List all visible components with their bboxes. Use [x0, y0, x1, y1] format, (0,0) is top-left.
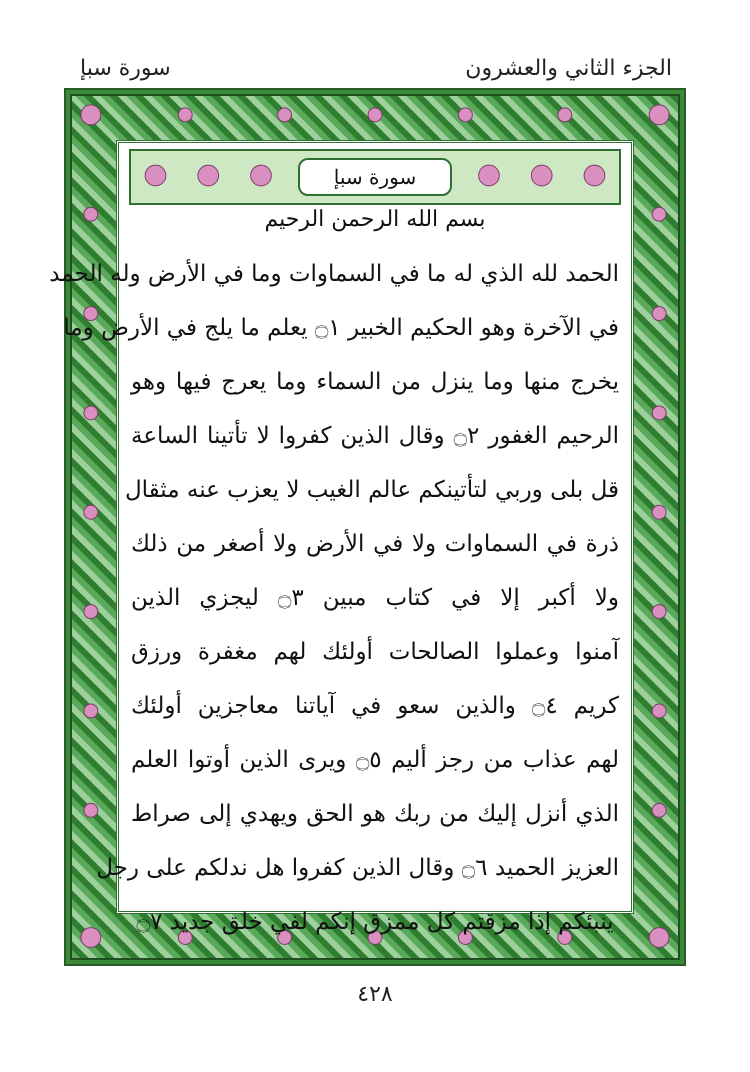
text-area [49, 140, 634, 935]
text-line: الذي أنزل إليك من ربك هو الحق ويهدي إلى صراط [131, 801, 619, 827]
text-line: الرحيم الغفور ۝٢ وقال الذين كفروا لا تأتينا الساعة [131, 423, 620, 449]
page-number: ٤٢٨ [357, 982, 393, 1007]
text-line: في الآخرة وهو الحكيم الخبير ۝١ يعلم ما يلج في الأرض وما [63, 315, 619, 341]
text-line: قل بلى وربي لتأتينكم عالم الغيب لا يعزب عنه مثقال [124, 477, 619, 503]
basmala: بسم الله الرحمن الرحيم [264, 207, 486, 232]
text-line: ينبئكم إذا مزقتم كل ممزق إنكم لفي خلق جديد ۝٧ [136, 909, 614, 935]
surah-header: سورة سبإ [80, 56, 171, 81]
surah-title-panel [129, 149, 621, 205]
text-line: ولا أكبر إلا في كتاب مبين ۝٣ ليجزي الذين [131, 585, 619, 611]
juz-header: الجزء الثاني والعشرون [465, 56, 672, 81]
text-line: ذرة في السماوات ولا في الأرض ولا أصغر من ذلك [131, 531, 619, 557]
text-line: العزيز الحميد ۝٦ وقال الذين كفروا هل ندلكم على رجل [96, 855, 619, 881]
text-line: يخرج منها وما ينزل من السماء وما يعرج فيها وهو [131, 369, 619, 395]
ayah-lines [49, 247, 620, 949]
text-line: آمنوا وعملوا الصالحات أولئك لهم مغفرة ورزق [131, 639, 619, 665]
page-frame [49, 88, 686, 966]
text-line: كريم ۝٤ والذين سعو في آياتنا معاجزين أولئك [131, 693, 619, 719]
text-line: لهم عذاب من رجز أليم ۝٥ ويرى الذين أوتوا العلم [131, 747, 619, 773]
surah-title: سورة سبإ [298, 158, 452, 196]
text-line: الحمد لله الذي له ما في السماوات وما في الأرض وله الحمد [49, 261, 619, 287]
